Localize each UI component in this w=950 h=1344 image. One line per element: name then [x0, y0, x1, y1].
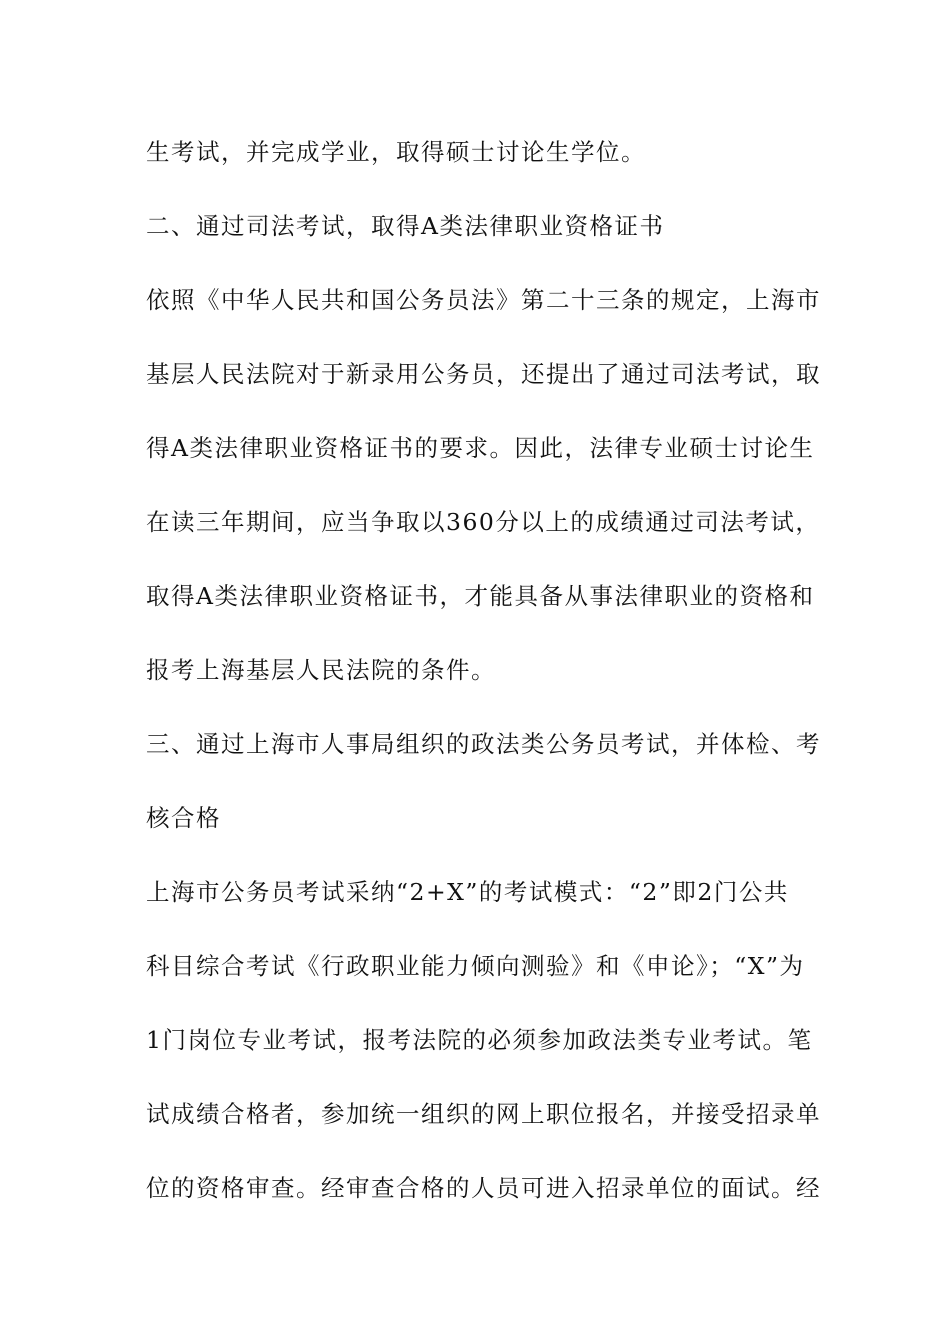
paragraph-line: 位的资格审查。经审查合格的人员可进入招录单位的面试。经	[146, 1174, 821, 1202]
paragraph-line: 在读三年期间，应当争取以360分以上的成绩通过司法考试，	[146, 508, 821, 536]
paragraph-line: 依照《中华人民共和国公务员法》第二十三条的规定，上海市	[146, 286, 821, 314]
paragraph-line: 取得A类法律职业资格证书，才能具备从事法律职业的资格和	[146, 582, 815, 610]
paragraph-line: 科目综合考试《行政职业能力倾向测验》和《申论》；“X”为	[146, 952, 805, 980]
section-heading-2: 二、通过司法考试，取得A类法律职业资格证书	[146, 212, 665, 240]
paragraph-line: 生考试，并完成学业，取得硕士讨论生学位。	[146, 138, 646, 166]
section-heading-3-continued: 核合格	[146, 804, 221, 832]
paragraph-line: 1门岗位专业考试，报考法院的必须参加政法类专业考试。笔	[146, 1026, 813, 1054]
paragraph-line: 报考上海基层人民法院的条件。	[146, 656, 496, 684]
paragraph-line: 得A类法律职业资格证书的要求。因此，法律专业硕士讨论生	[146, 434, 815, 462]
section-heading-3: 三、通过上海市人事局组织的政法类公务员考试，并体检、考	[146, 730, 821, 758]
paragraph-line: 试成绩合格者，参加统一组织的网上职位报名，并接受招录单	[146, 1100, 821, 1128]
paragraph-line: 上海市公务员考试采纳“2+X”的考试模式：“2”即2门公共	[146, 878, 789, 906]
paragraph-line: 基层人民法院对于新录用公务员，还提出了通过司法考试，取	[146, 360, 821, 388]
